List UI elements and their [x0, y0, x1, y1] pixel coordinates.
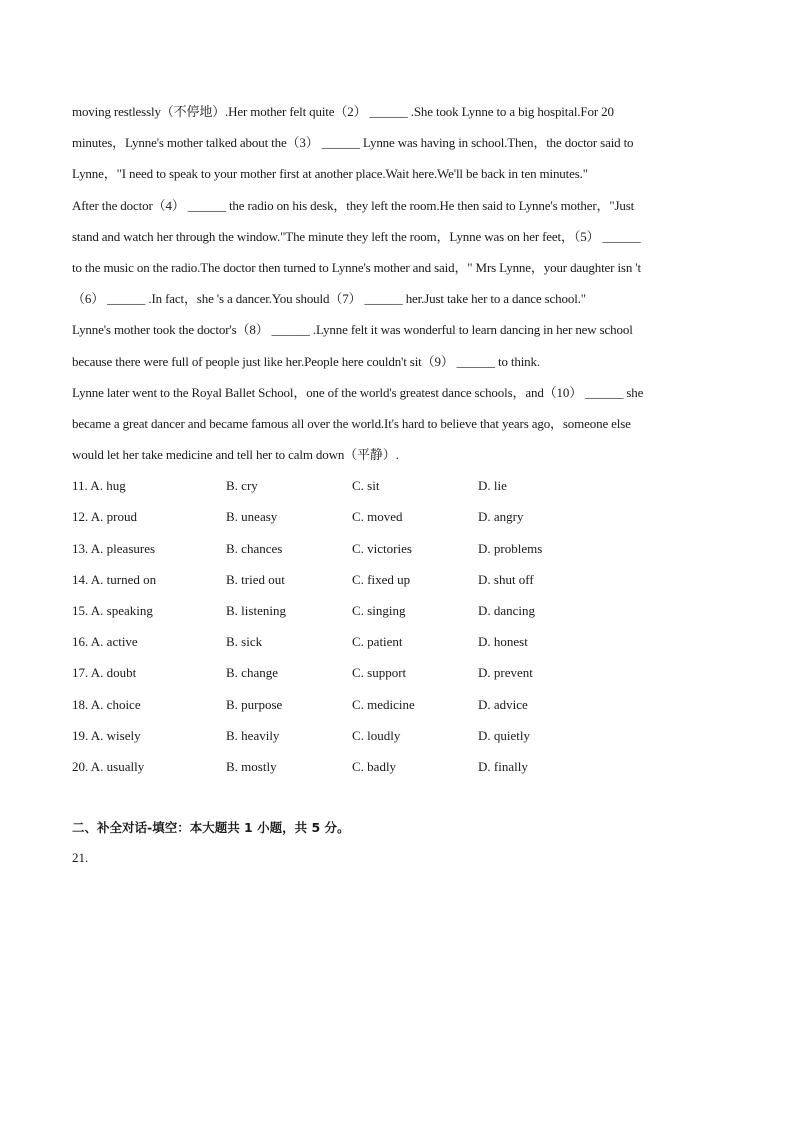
- option-d: D. dancing: [478, 603, 536, 618]
- option-b: B. change: [226, 665, 278, 681]
- question-row: [72, 630, 722, 661]
- option-c: C. singing: [352, 603, 406, 618]
- question-row: [72, 474, 722, 505]
- passage-line: became a great dancer and became famous all over the world.It's hard to believe that years ago，someone else: [72, 415, 631, 431]
- question-row: [72, 537, 722, 568]
- option-c: C. moved: [352, 509, 403, 525]
- option-c: C. badly: [352, 758, 397, 774]
- option-c: C. sit: [352, 478, 380, 494]
- option-a: 19. A. wisely: [72, 727, 141, 743]
- passage-line: Lynne，"I need to speak to your mother first at another place.Wait here.We'll be back in ten minutes.": [72, 166, 588, 182]
- option-c: C. victories: [352, 540, 412, 556]
- option-d: D. shut off: [478, 571, 534, 587]
- passage-line: stand and watch her through the window."The minute they left the room，Lynne was on her feet，（5） ______: [72, 228, 641, 244]
- option-d: D. prevent: [478, 665, 533, 681]
- options-list: [72, 474, 722, 786]
- question-row: [72, 599, 722, 630]
- passage-line: because there were full of people just like her.People here couldn't sit（9） ______ to think.: [72, 353, 540, 369]
- option-b: B. mostly: [226, 758, 277, 774]
- passage-line: to the music on the radio.The doctor then turned to Lynne's mother and said，" Mrs Lynne，your daughter isn 't: [72, 259, 641, 275]
- option-c: C. medicine: [352, 696, 415, 712]
- option-a: 13. A. pleasures: [72, 540, 156, 556]
- option-b: B. sick: [226, 634, 263, 650]
- option-b: B. tried out: [226, 571, 285, 587]
- option-b: B. chances: [226, 540, 283, 556]
- option-c: C. fixed up: [352, 571, 411, 587]
- option-b: B. uneasy: [226, 509, 278, 525]
- question-row: [72, 568, 722, 599]
- passage-line: Lynne's mother took the doctor's（8） ______ .Lynne felt it was wonderful to learn dancing in her new school: [72, 322, 633, 338]
- passage: [72, 100, 722, 474]
- option-c: C. support: [352, 665, 407, 681]
- question-row: [72, 661, 722, 692]
- option-d: D. problems: [478, 540, 543, 556]
- passage-line: （6） ______ .In fact，she 's a dancer.You should（7） ______ her.Just take her to a dance school.": [72, 291, 586, 307]
- option-a: 12. A. proud: [72, 509, 137, 525]
- option-a: 16. A. active: [72, 634, 138, 650]
- option-a: 18. A. choice: [72, 696, 141, 712]
- section-heading: 二、补全对话-填空：本大题共 1 小题，共 5 分。: [72, 820, 350, 835]
- option-c: C. loudly: [352, 727, 401, 743]
- option-d: D. advice: [478, 696, 528, 712]
- option-d: D. angry: [478, 509, 524, 525]
- question-number: 21.: [72, 850, 89, 865]
- question-row: [72, 505, 722, 536]
- option-b: B. purpose: [226, 696, 283, 712]
- option-a: 14. A. turned on: [72, 571, 157, 587]
- option-a: 15. A. speaking: [72, 603, 153, 618]
- passage-line: moving restlessly（不停地）.Her mother felt quite（2） ______ .She took Lynne to a big hospital.For 20: [72, 104, 614, 119]
- question-row: [72, 724, 722, 755]
- option-a: 17. A. doubt: [72, 665, 137, 681]
- option-d: D. lie: [478, 478, 507, 494]
- question-row: [72, 693, 722, 724]
- option-a: 20. A. usually: [72, 758, 145, 774]
- question-row: [72, 755, 722, 786]
- passage-line: After the doctor（4） ______ the radio on his desk，they left the room.He then said to Lynne's mother，"Just: [72, 197, 635, 213]
- option-a: 11. A. hug: [72, 478, 126, 494]
- passage-line: Lynne later went to the Royal Ballet School，one of the world's greatest dance schools，and（10） ______ she: [72, 384, 644, 400]
- passage-line: minutes，Lynne's mother talked about the（3） ______ Lynne was having in school.Then，the doctor said to: [72, 135, 634, 151]
- option-b: B. heavily: [226, 727, 280, 743]
- document-page: [72, 100, 722, 786]
- option-d: D. honest: [478, 634, 528, 650]
- option-b: B. cry: [226, 478, 258, 494]
- passage-line: would let her take medicine and tell her to calm down（平静）.: [72, 447, 399, 463]
- option-d: D. finally: [478, 758, 528, 774]
- option-b: B. listening: [226, 603, 286, 618]
- option-d: D. quietly: [478, 727, 530, 743]
- option-c: C. patient: [352, 634, 403, 650]
